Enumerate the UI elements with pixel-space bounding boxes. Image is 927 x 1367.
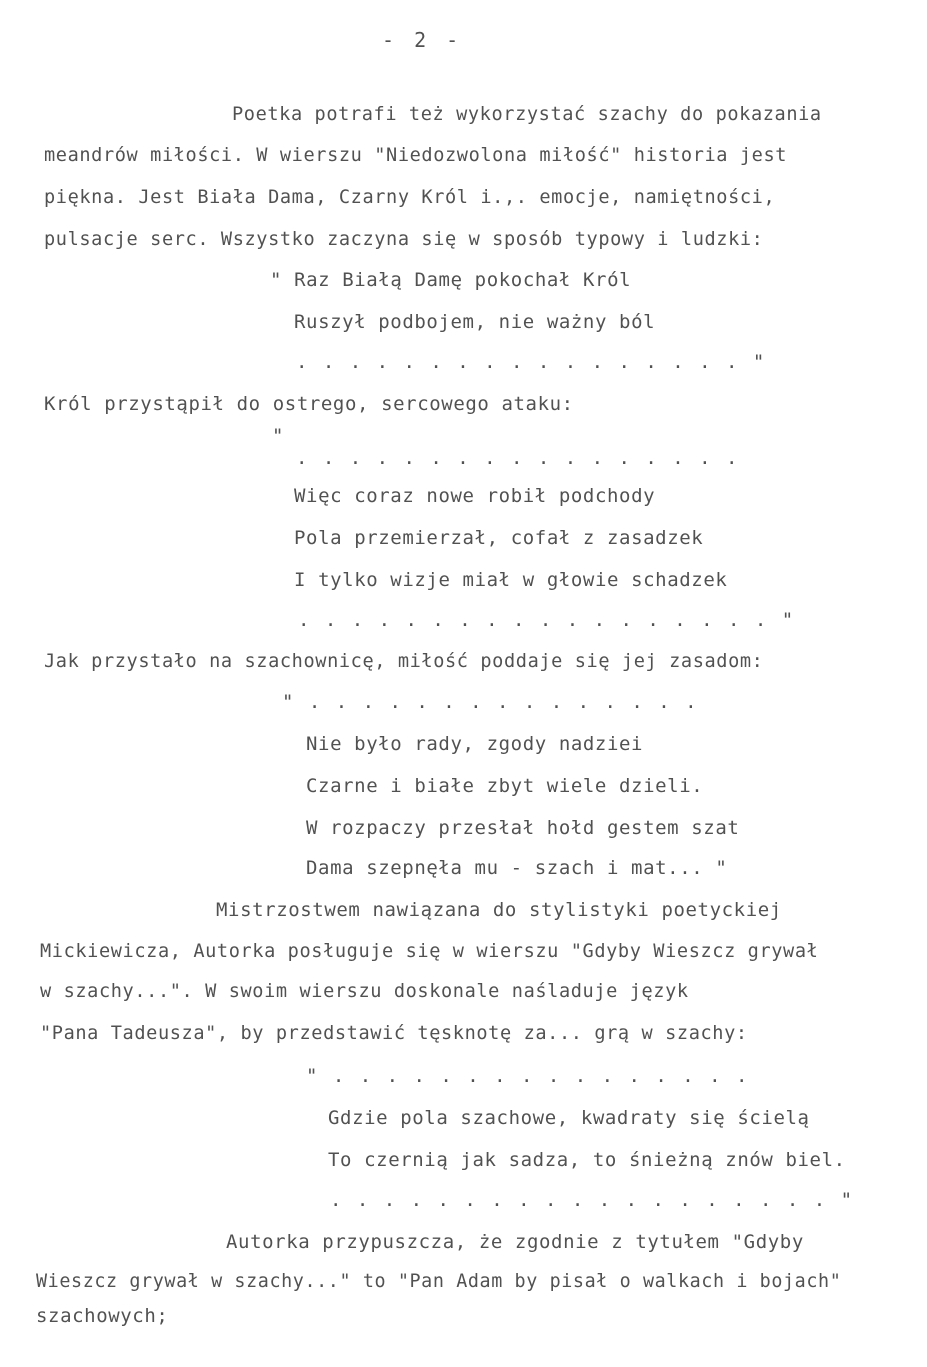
text-line: szachowych; — [36, 1305, 169, 1327]
ellipsis-line: . . . . . . . . . . . . . . . . . . . " — [330, 1189, 855, 1211]
text-line: piękna. Jest Biała Dama, Czarny Król i.,. emocje, namiętności, — [44, 187, 776, 208]
verse-line: Gdzie pola szachowe, kwadraty się ścielą — [328, 1107, 810, 1129]
page-number: - 2 - — [382, 28, 463, 52]
verse-line: Nie było rady, zgody nadziei — [306, 733, 644, 755]
text-line: Wieszcz grywał w szachy..." to "Pan Adam by pisał o walkach i bojach" — [36, 1271, 842, 1292]
ellipsis-line: . . . . . . . . . . . . . . . . . — [296, 447, 740, 469]
text-line: "Pana Tadeusza", by przedstawić tęsknotę za... grą w szachy: — [40, 1023, 748, 1044]
text-line: Mistrzostwem nawiązana do stylistyki poetyckiej — [216, 899, 782, 921]
verse-line: W rozpaczy przesłał hołd gestem szat — [306, 817, 740, 839]
ellipsis-line: . . . . . . . . . . . . . . . . . . " — [298, 609, 796, 631]
text-line: Poetka potrafi też wykorzystać szachy do pokazania — [232, 104, 822, 125]
verse-line: Więc coraz nowe robił podchody — [294, 485, 656, 507]
text-line: Autorka przypuszcza, że zgodnie z tytułem "Gdyby — [226, 1231, 804, 1253]
verse-line: " Raz Białą Damę pokochał Król — [270, 269, 632, 291]
verse-line: Czarne i białe zbyt wiele dzieli. — [306, 775, 704, 797]
text-line: Mickiewicza, Autorka posługuje się w wierszu "Gdyby Wieszcz grywał — [40, 941, 819, 962]
text-line: meandrów miłości. W wierszu "Niedozwolona miłość" historia jest — [44, 145, 788, 166]
ellipsis-line: " . . . . . . . . . . . . . . . — [282, 691, 699, 713]
verse-line: I tylko wizje miał w głowie schadzek — [294, 569, 728, 591]
text-line: Jak przystało na szachownicę, miłość poddaje się jej zasadom: — [44, 651, 764, 672]
ellipsis-line: . . . . . . . . . . . . . . . . . " — [296, 351, 767, 373]
text-line: pulsacje serc. Wszystko zaczyna się w sposób typowy i ludzki: — [44, 229, 764, 250]
verse-line: Pola przemierzał, cofał z zasadzek — [294, 527, 704, 549]
text-line: Król przystąpił do ostrego, sercowego ataku: — [44, 393, 574, 415]
ellipsis-line: " . . . . . . . . . . . . . . . . — [306, 1065, 750, 1087]
quote-mark: " — [272, 425, 285, 447]
verse-line: To czernią jak sadza, to śnieżną znów biel. — [328, 1149, 846, 1171]
verse-line: Ruszył podbojem, nie ważny ból — [294, 311, 656, 333]
text-line: w szachy...". W swoim wierszu doskonale naśladuje język — [40, 981, 689, 1002]
verse-line: Dama szepnęła mu - szach i mat... " — [306, 857, 728, 879]
